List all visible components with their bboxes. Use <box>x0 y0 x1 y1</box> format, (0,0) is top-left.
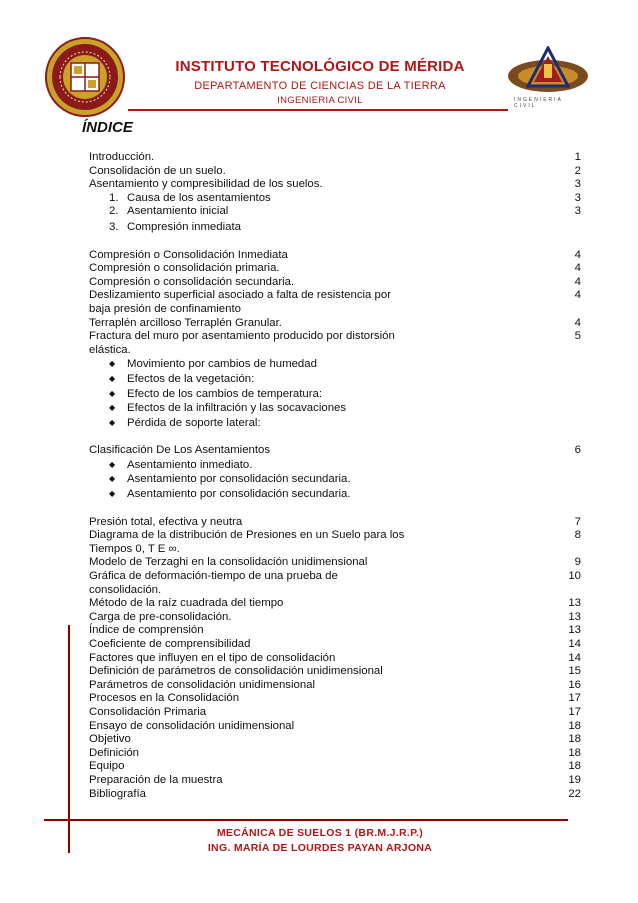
toc-entry-page: 22 <box>568 787 581 800</box>
toc-entry-text: Factores que influyen en el tipo de consolidación <box>89 651 336 664</box>
toc-entry <box>89 529 581 556</box>
toc-entry-text: Fractura del muro por asentamiento producido por distorsión elástica. <box>89 330 395 356</box>
toc-number: 1. <box>109 191 119 204</box>
toc-entry <box>89 317 581 331</box>
toc-number: 3. <box>109 220 119 233</box>
toc-entry <box>89 178 581 192</box>
diamond-bullet-icon: ◆ <box>109 474 116 484</box>
toc-entry-page: 18 <box>568 746 581 759</box>
toc-entry-page: 13 <box>568 610 581 623</box>
diamond-bullet-icon: ◆ <box>109 388 116 398</box>
toc-entry-page: 15 <box>568 665 581 678</box>
toc-entry <box>89 665 581 679</box>
toc-bullet-entry <box>89 487 581 502</box>
diamond-bullet-icon: ◆ <box>109 459 116 469</box>
toc-entry <box>89 720 581 734</box>
toc-entry-page: 6 <box>574 444 581 457</box>
toc-entry-text: Compresión o Consolidación Inmediata <box>89 248 288 261</box>
toc-entry-page: 18 <box>568 760 581 773</box>
toc-entry-page: 13 <box>568 624 581 637</box>
toc-entry <box>89 276 581 290</box>
institute-title: INSTITUTO TECNOLÓGICO DE MÉRIDA <box>175 58 465 75</box>
toc-entry-text: Definición de parámetros de consolidación unidimensional <box>89 665 383 678</box>
toc-entry-text: Compresión inmediata <box>127 220 241 233</box>
toc-entry-text: Preparación de la muestra <box>89 773 223 786</box>
toc-entry-page: 7 <box>574 515 581 528</box>
toc-entry <box>89 249 581 263</box>
spacer <box>89 502 581 516</box>
toc-entry <box>89 679 581 693</box>
toc-entry-page: 14 <box>568 638 581 650</box>
toc-entry-page: 17 <box>568 705 581 718</box>
footer-teacher: ING. MARÍA DE LOURDES PAYAN ARJONA <box>207 842 433 854</box>
toc-entry-text: Efectos de la infiltración y las socavaciones <box>127 402 347 415</box>
toc-entry-text: Asentamiento por consolidación secundaria. <box>127 473 351 486</box>
toc-entry-page: 3 <box>574 178 581 191</box>
toc-entry <box>89 611 581 625</box>
index-title: ÍNDICE <box>82 119 133 136</box>
toc-entry <box>89 444 581 458</box>
toc-entry <box>89 556 581 570</box>
toc-entry <box>89 652 581 666</box>
footer-rule <box>44 819 568 821</box>
toc-entry-text: Pérdida de soporte lateral: <box>127 416 261 429</box>
toc-entry-page: 17 <box>568 692 581 705</box>
toc-entry-text: Movimiento por cambios de humedad <box>127 358 317 371</box>
toc-entry-page: 3 <box>574 205 581 218</box>
toc-entry <box>89 262 581 276</box>
toc-entry <box>89 330 581 357</box>
toc-entry <box>89 733 581 747</box>
toc-entry-page: 4 <box>574 248 581 261</box>
toc-entry-page: 16 <box>568 678 581 691</box>
toc-bullet-entry <box>89 401 581 416</box>
toc-entry-text: Efectos de la vegetación: <box>127 372 255 385</box>
toc-entry-page: 13 <box>568 597 581 610</box>
toc-entry <box>89 774 581 788</box>
toc-entry-text: Definición <box>89 746 140 759</box>
toc-entry <box>89 692 581 706</box>
right-logo-caption: INGENIERIA CIVIL <box>514 97 563 109</box>
toc-entry <box>89 747 581 761</box>
toc-entry-page: 10 <box>568 570 581 583</box>
toc-bullet-entry <box>89 458 581 473</box>
toc-entry-text: Modelo de Terzaghi en la consolidación unidimensional <box>89 556 368 569</box>
toc-entry-page: 9 <box>574 556 581 569</box>
toc-entry-text: Asentamiento inicial <box>127 205 229 218</box>
toc-numbered-entry <box>89 205 581 219</box>
toc-numbered-entry <box>89 192 581 206</box>
toc-bullet-entry <box>89 416 581 431</box>
toc-entry <box>89 597 581 611</box>
toc-entry-text: Equipo <box>89 760 125 773</box>
toc-entry-text: Consolidación de un suelo. <box>89 164 226 177</box>
career-name: INGENIERIA CIVIL <box>277 95 363 106</box>
toc-entry <box>89 165 581 179</box>
toc-entry-page: 4 <box>574 275 581 288</box>
table-of-contents <box>89 151 581 801</box>
diamond-bullet-icon: ◆ <box>109 359 116 369</box>
toc-entry-text: Parámetros de consolidación unidimensional <box>89 678 316 691</box>
toc-entry-text: Bibliografía <box>89 787 146 800</box>
toc-entry-text: Deslizamiento superficial asociado a falta de resistencia por baja presión de confinamiento <box>89 289 392 315</box>
toc-entry-text: Objetivo <box>89 733 131 746</box>
footer-course: MECÁNICA DE SUELOS 1 (BR.M.J.R.P.) <box>216 827 424 839</box>
toc-entry-page: 1 <box>574 151 581 163</box>
toc-entry-page: 4 <box>574 289 581 302</box>
toc-entry-page: 19 <box>568 773 581 786</box>
toc-number: 2. <box>109 205 119 218</box>
toc-entry <box>89 638 581 652</box>
toc-entry-text: Presión total, efectiva y neutra <box>89 515 243 528</box>
toc-bullet-entry <box>89 357 581 372</box>
toc-entry-text: Gráfica de deformación-tiempo de una prueba de consolidación. <box>89 570 338 596</box>
toc-entry-page: 14 <box>568 651 581 664</box>
toc-entry-text: Carga de pre-consolidación. <box>89 610 232 623</box>
toc-entry-text: Efecto de los cambios de temperatura: <box>127 387 323 400</box>
toc-entry <box>89 760 581 774</box>
spacer <box>89 235 581 249</box>
header-rule <box>128 109 508 111</box>
toc-entry-text: Procesos en la Consolidación <box>89 692 240 705</box>
toc-entry-text: Asentamiento inmediato. <box>127 458 253 471</box>
toc-entry-text: Consolidación Primaria <box>89 705 207 718</box>
department-name: DEPARTAMENTO DE CIENCIAS DE LA TIERRA <box>194 80 446 92</box>
toc-entry <box>89 151 581 165</box>
diamond-bullet-icon: ◆ <box>109 403 116 413</box>
toc-entry-text: Terraplén arcilloso Terraplén Granular. <box>89 316 282 329</box>
toc-entry-text: Asentamiento y compresibilidad de los suelos. <box>89 178 323 191</box>
toc-entry-page: 18 <box>568 719 581 732</box>
toc-entry-text: Compresión o consolidación secundaria. <box>89 275 295 288</box>
toc-entry-text: Compresión o consolidación primaria. <box>89 262 280 275</box>
toc-entry-text: Ensayo de consolidación unidimensional <box>89 719 295 732</box>
spacer <box>89 430 581 444</box>
toc-entry-page: 8 <box>574 529 581 542</box>
toc-entry-page: 2 <box>574 164 581 177</box>
toc-entry-text: Causa de los asentamientos <box>127 191 271 204</box>
diamond-bullet-icon: ◆ <box>109 489 116 499</box>
toc-entry <box>89 570 581 597</box>
toc-bullet-entry <box>89 372 581 387</box>
diamond-bullet-icon: ◆ <box>109 373 116 383</box>
toc-entry-text: Asentamiento por consolidación secundaria. <box>127 488 351 501</box>
toc-entry-page: 3 <box>574 191 581 204</box>
diamond-bullet-icon: ◆ <box>109 417 116 427</box>
toc-numbered-entry <box>89 221 581 235</box>
toc-entry-text: Método de la raíz cuadrada del tiempo <box>89 597 284 610</box>
toc-entry-page: 4 <box>574 316 581 329</box>
toc-entry <box>89 706 581 720</box>
toc-bullet-entry <box>89 472 581 487</box>
toc-entry-text: Diagrama de la distribución de Presiones en un Suelo para los Tiempos 0, T E ∞. <box>89 529 405 555</box>
toc-bullet-entry <box>89 387 581 402</box>
toc-entry <box>89 624 581 638</box>
toc-entry-page: 5 <box>574 330 581 343</box>
toc-entry-text: Coeficiente de comprensibilidad <box>89 638 251 650</box>
toc-entry <box>89 788 581 802</box>
institute-seal-icon <box>44 36 126 118</box>
toc-entry-text: Introducción. <box>89 151 155 163</box>
toc-entry-page: 4 <box>574 262 581 275</box>
toc-entry <box>89 516 581 530</box>
toc-entry-text: Clasificación De Los Asentamientos <box>89 444 271 457</box>
toc-entry-text: Índice de comprensión <box>89 624 204 637</box>
toc-entry-page: 18 <box>568 733 581 746</box>
toc-entry <box>89 289 581 316</box>
